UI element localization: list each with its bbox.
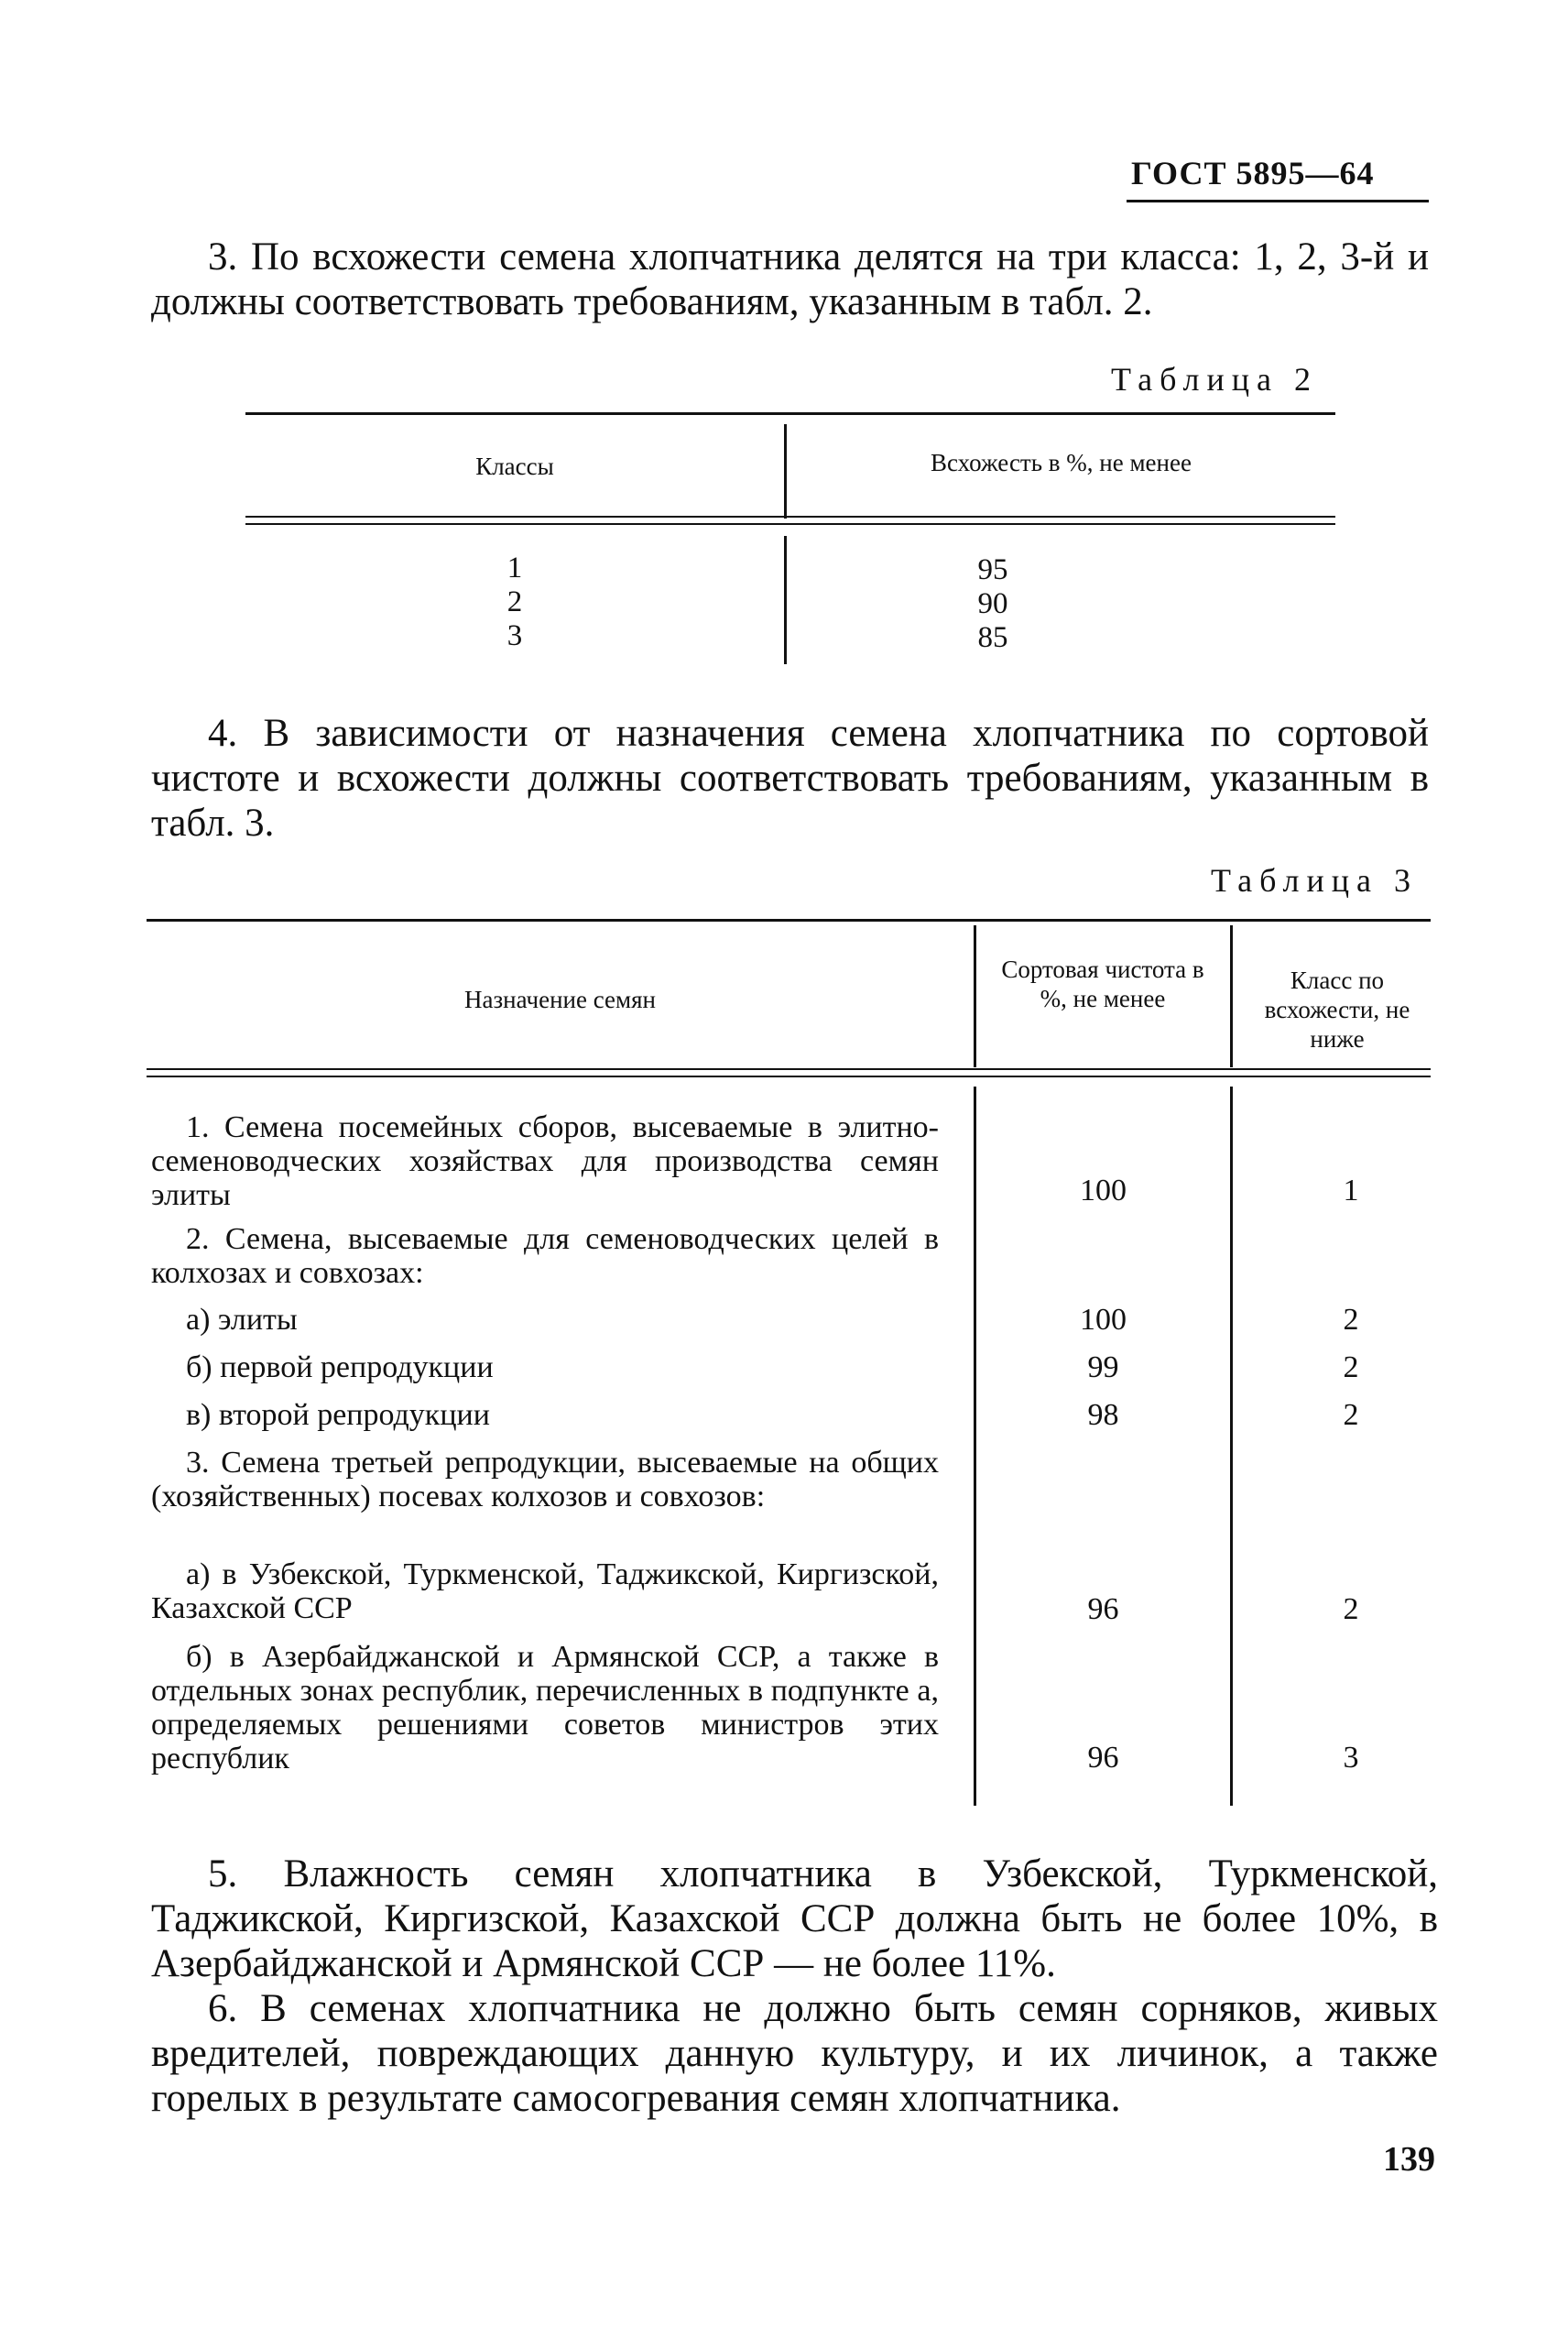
paragraph-4-text: 4. В зависимости от назначения семена хлопчатника по сортовой чистоте и всхожести должны соответствовать требованиям, указанным в табл. 3. xyxy=(151,712,1429,845)
table-2-class-cell: 2 xyxy=(506,585,523,618)
table-3-header-purity: Сортовая чистота в %, не менее xyxy=(1001,956,1204,1012)
table-3-row-purity: 98 xyxy=(1087,1398,1119,1432)
table-3-row-class: 2 xyxy=(1343,1398,1359,1432)
table-2-header-rule-2 xyxy=(245,523,1335,525)
table-3-row-purpose: б) первой репродукции xyxy=(186,1350,494,1384)
table-3-header-divider-1 xyxy=(974,925,976,1067)
paragraph-4 xyxy=(151,711,1429,846)
table-3-header-purpose: Назначение семян xyxy=(464,986,656,1013)
paragraph-3 xyxy=(151,235,1429,324)
table-3-header-class: Класс по всхожести, не ниже xyxy=(1264,967,1410,1053)
table-2-class-cell: 1 xyxy=(506,552,523,584)
table-2-value-cell: 90 xyxy=(977,587,1008,620)
table-3-row-purity: 96 xyxy=(1087,1741,1119,1775)
table-3-row-purpose: а) элиты xyxy=(186,1303,298,1337)
table-3-header-divider-2 xyxy=(1230,925,1233,1067)
header-rule xyxy=(1127,200,1429,202)
table-2-caption: Таблица 2 xyxy=(1111,361,1318,398)
paragraph-3-text: 3. По всхожести семена хлопчатника делятся на три класса: 1, 2, 3-й и должны соответствовать требованиям, указанным в табл. 2. xyxy=(151,235,1429,323)
table-2-header-classes: Классы xyxy=(475,453,554,480)
table-2-value-cell: 95 xyxy=(977,553,1008,586)
table-3-row-purpose: б) в Азербайджанской и Армянской ССР, а также в отдельных зонах республик, перечисленных в подпункте а, определяемых решениями советов министров этих республик xyxy=(151,1640,939,1775)
table-3-row-class: 2 xyxy=(1343,1350,1359,1384)
paragraph-6-text: 6. В семенах хлопчатника не должно быть семян сорняков, живых вредителей, повреждающих данную культуру, и их личинок, а также горелых в результате самосогревания семян хлопчатника. xyxy=(151,1987,1438,2120)
table-3-header-rule xyxy=(147,1068,1431,1070)
table-3-row-purity: 100 xyxy=(1080,1303,1127,1337)
table-3-row-purity: 100 xyxy=(1080,1174,1127,1207)
table-3-row-purity: 99 xyxy=(1087,1350,1119,1384)
table-3-row-purity: 96 xyxy=(1087,1592,1119,1626)
table-3-header-rule-2 xyxy=(147,1076,1431,1077)
paragraph-5 xyxy=(151,1852,1438,1986)
page-number: 139 xyxy=(1383,2140,1435,2179)
table-3-row-class: 2 xyxy=(1343,1592,1359,1626)
table-3-row-purpose: 1. Семена посемейных сборов, высеваемые в элитно-семеноводческих хозяйствах для производства семян элиты xyxy=(151,1110,939,1212)
table-2-top-rule xyxy=(245,412,1335,415)
table-3-row-purpose: 3. Семена третьей репродукции, высеваемые на общих (хозяйственных) посевах колхозов и совхозов: xyxy=(151,1446,939,1513)
table-3-row-class: 1 xyxy=(1343,1174,1359,1207)
document-header: ГОСТ 5895—64 xyxy=(1131,155,1375,191)
table-3-row-class: 3 xyxy=(1343,1741,1359,1775)
table-3-row-purpose: а) в Узбекской, Туркменской, Таджикской, Киргизской, Казахской ССР xyxy=(151,1557,939,1625)
table-3-row-purpose: в) второй репродукции xyxy=(186,1398,490,1432)
table-2-value-cell: 85 xyxy=(977,621,1008,654)
paragraph-6 xyxy=(151,1986,1438,2121)
table-2-header-rule xyxy=(245,516,1335,518)
paragraph-5-text: 5. Влажность семян хлопчатника в Узбекской, Туркменской, Таджикской, Киргизской, Казахской ССР должна быть не более 10%, в Азербайджанской и Армянской ССР — не более 11%. xyxy=(151,1852,1438,1985)
table-3-caption: Таблица 3 xyxy=(1211,862,1418,899)
table-3-row-purpose: 2. Семена, высеваемые для семеноводческих целей в колхозах и совхозах: xyxy=(151,1222,939,1290)
table-2-header-germination: Всхожесть в %, не менее xyxy=(931,449,1192,476)
table-2-class-cell: 3 xyxy=(506,619,523,652)
table-3-top-rule xyxy=(147,919,1431,922)
table-3-row-class: 2 xyxy=(1343,1303,1359,1337)
